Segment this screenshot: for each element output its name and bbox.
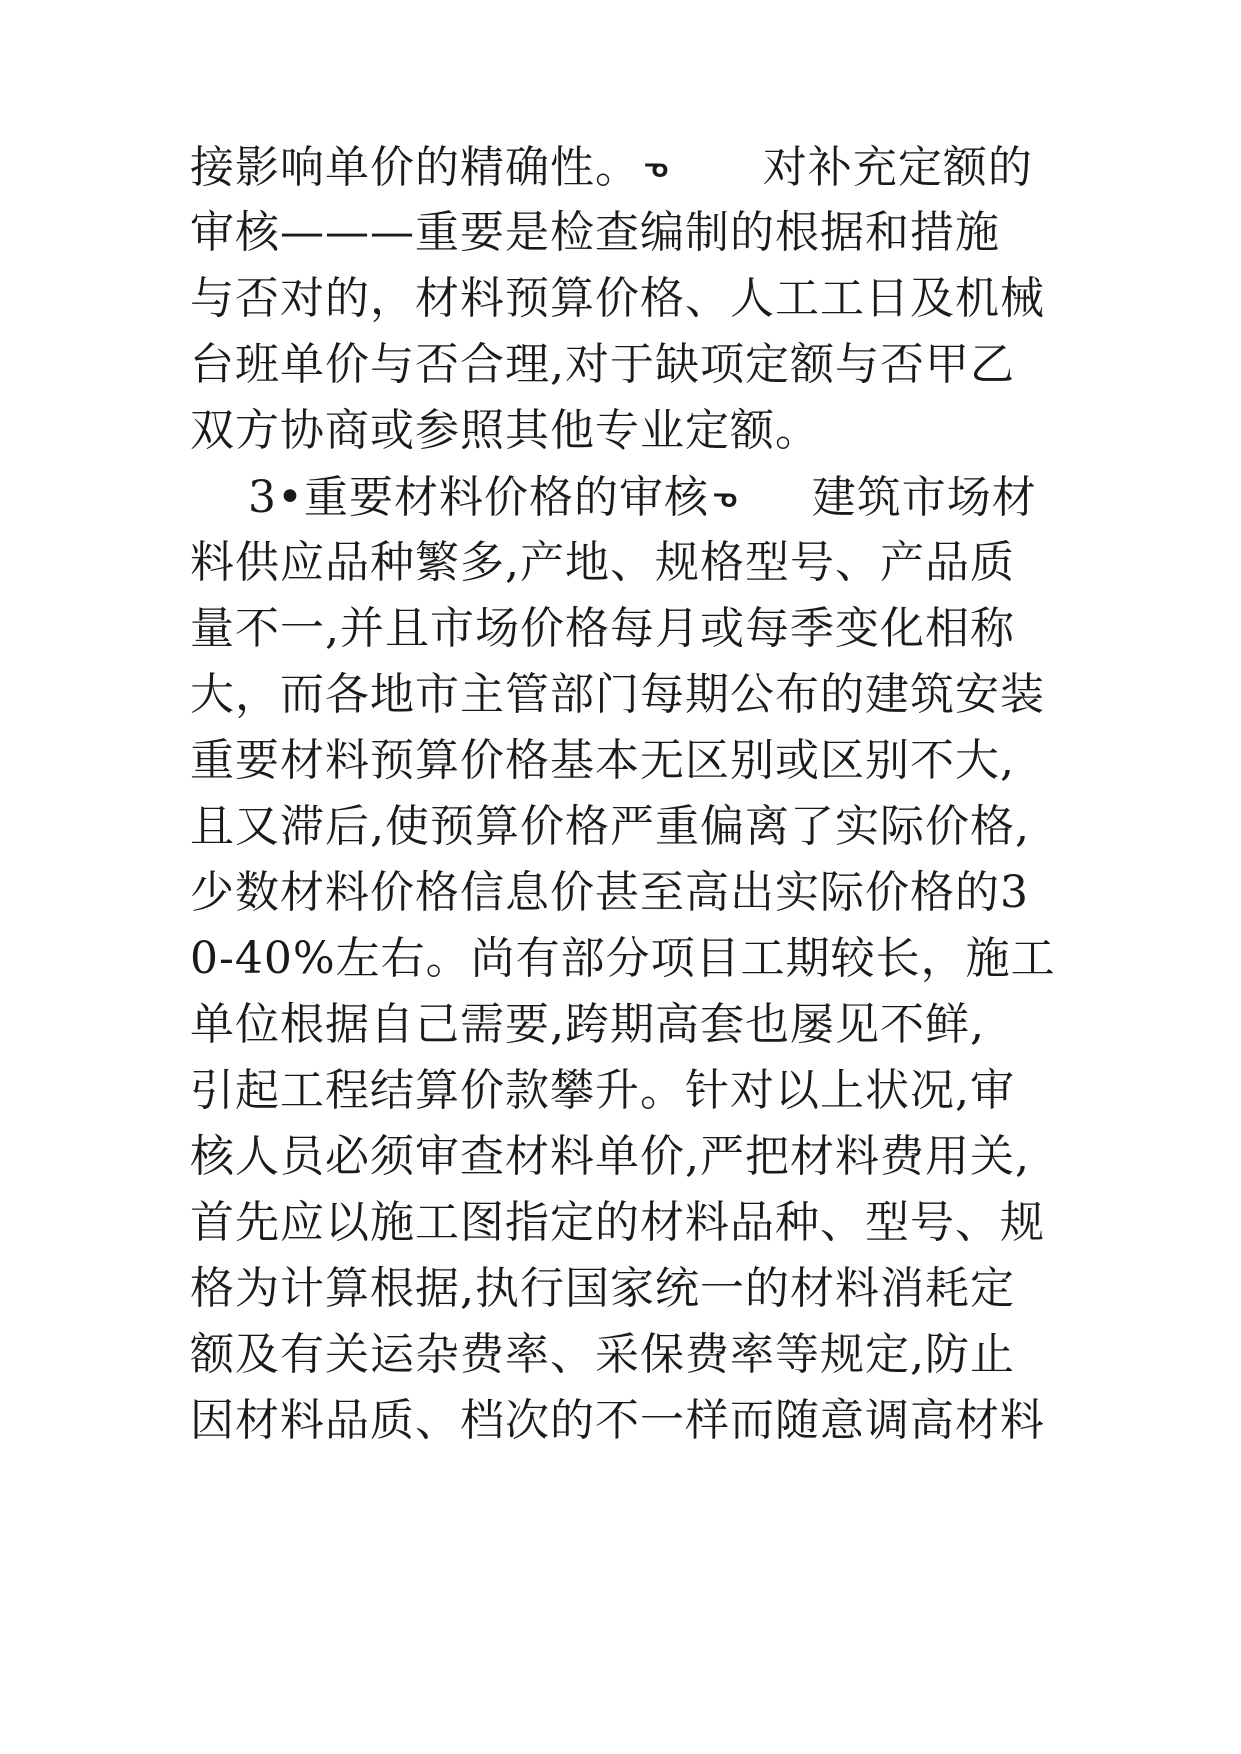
text-line-5: 双方协商或参照其他专业定额。 (190, 405, 820, 456)
line-6-text-b: 建筑市场材 (811, 472, 1037, 523)
text-line-4: 台班单价与否合理,对于缺项定额与否甲乙 (190, 339, 1015, 390)
text-line-12: 少数材料价格信息价甚至高出实际价格的3 (190, 867, 1029, 918)
text-line-8: 量不一,并且市场价格每月或每季变化相称 (190, 603, 1015, 654)
section-heading: 3•重要材料价格的审核 (248, 472, 709, 523)
bullet-mark-icon: ᓀ (644, 150, 669, 183)
text-line-11: 且又滞后,使预算价格严重偏离了实际价格, (190, 801, 1030, 852)
text-line-10: 重要材料预算价格基本无区别或区别不大, (190, 735, 1015, 786)
text-line-1 (190, 136, 1033, 198)
text-line-2: 审核———重要是检查编制的根据和措施 (190, 207, 1000, 258)
bullet-mark-icon: ᓀ (712, 480, 738, 513)
text-line-9: 大，而各地市主管部门每期公布的建筑安装 (190, 669, 1045, 720)
text-line-17: 首先应以施工图指定的材料品种、型号、规 (190, 1197, 1045, 1248)
text-line-18: 格为计算根据,执行国家统一的材料消耗定 (190, 1263, 1015, 1314)
text-line-15: 引起工程结算价款攀升。针对以上状况,审 (190, 1065, 1015, 1116)
text-line-20: 因材料品质、档次的不一样而随意调高材料 (190, 1395, 1045, 1446)
text-line-13: 0-40%左右。尚有部分项目工期较长，施工 (190, 933, 1056, 984)
text-line-7: 料供应品种繁多,产地、规格型号、产品质 (190, 537, 1015, 588)
line-1-text-b: 对补充定额的 (762, 142, 1033, 193)
text-line-19: 额及有关运杂费率、采保费率等规定,防止 (190, 1329, 1015, 1380)
text-line-14: 单位根据自己需要,跨期高套也屡见不鲜, (190, 999, 985, 1050)
text-line-16: 核人员必须审查材料单价,严把材料费用关, (190, 1131, 1030, 1182)
text-line-3: 与否对的，材料预算价格、人工工日及机械 (190, 273, 1045, 324)
text-line-6 (190, 466, 1037, 528)
line-1-text-a: 接影响单价的精确性。 (190, 142, 640, 193)
